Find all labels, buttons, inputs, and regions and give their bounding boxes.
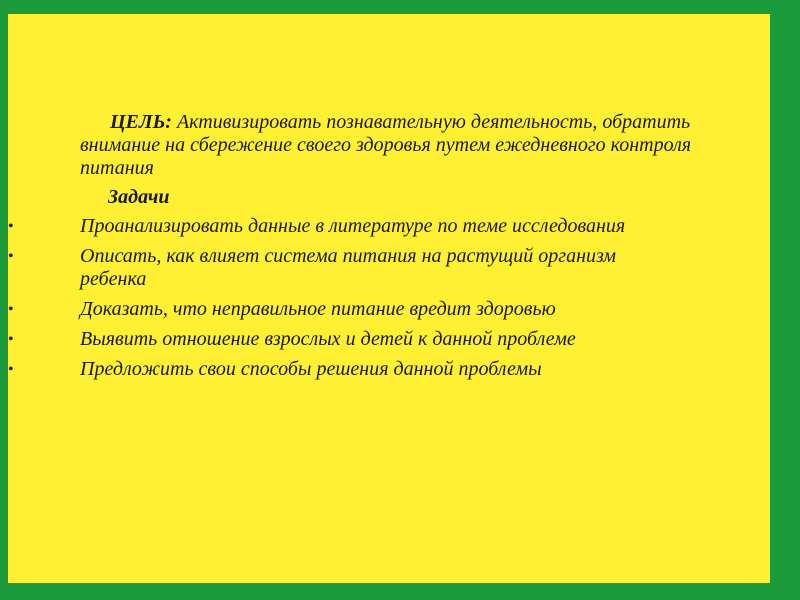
bullet-icon: • bbox=[8, 331, 14, 348]
bullet-icon: • bbox=[8, 248, 14, 265]
list-item bbox=[8, 245, 680, 291]
tasks-heading: Задачи bbox=[108, 186, 170, 208]
task-text: Выявить отношение взрослых и детей к данной проблеме bbox=[80, 328, 576, 350]
task-text: Описать, как влияет система питания на растущий организм ребенка bbox=[80, 245, 617, 290]
bullet-icon: • bbox=[8, 361, 14, 378]
bullet-icon: • bbox=[8, 301, 14, 318]
goal-paragraph bbox=[80, 111, 700, 180]
list-item bbox=[8, 358, 680, 381]
goal-label: ЦЕЛЬ: bbox=[110, 111, 172, 133]
tasks-list bbox=[8, 215, 770, 381]
task-text: Проанализировать данные в литературе по теме исследования bbox=[80, 215, 626, 237]
task-text: Предложить свои способы решения данной проблемы bbox=[80, 358, 542, 380]
slide bbox=[8, 14, 770, 583]
list-item bbox=[8, 215, 680, 238]
bullet-icon: • bbox=[8, 218, 14, 235]
list-item bbox=[8, 328, 680, 351]
slide-content bbox=[8, 111, 770, 388]
task-text: Доказать, что неправильное питание вредит здоровью bbox=[80, 298, 556, 320]
goal-text: Активизировать познавательную деятельность, обратить внимание на сбережение своего здоровья путем ежедневного контроля питания bbox=[80, 111, 692, 179]
slide-right-border bbox=[770, 0, 800, 600]
list-item bbox=[8, 298, 680, 321]
